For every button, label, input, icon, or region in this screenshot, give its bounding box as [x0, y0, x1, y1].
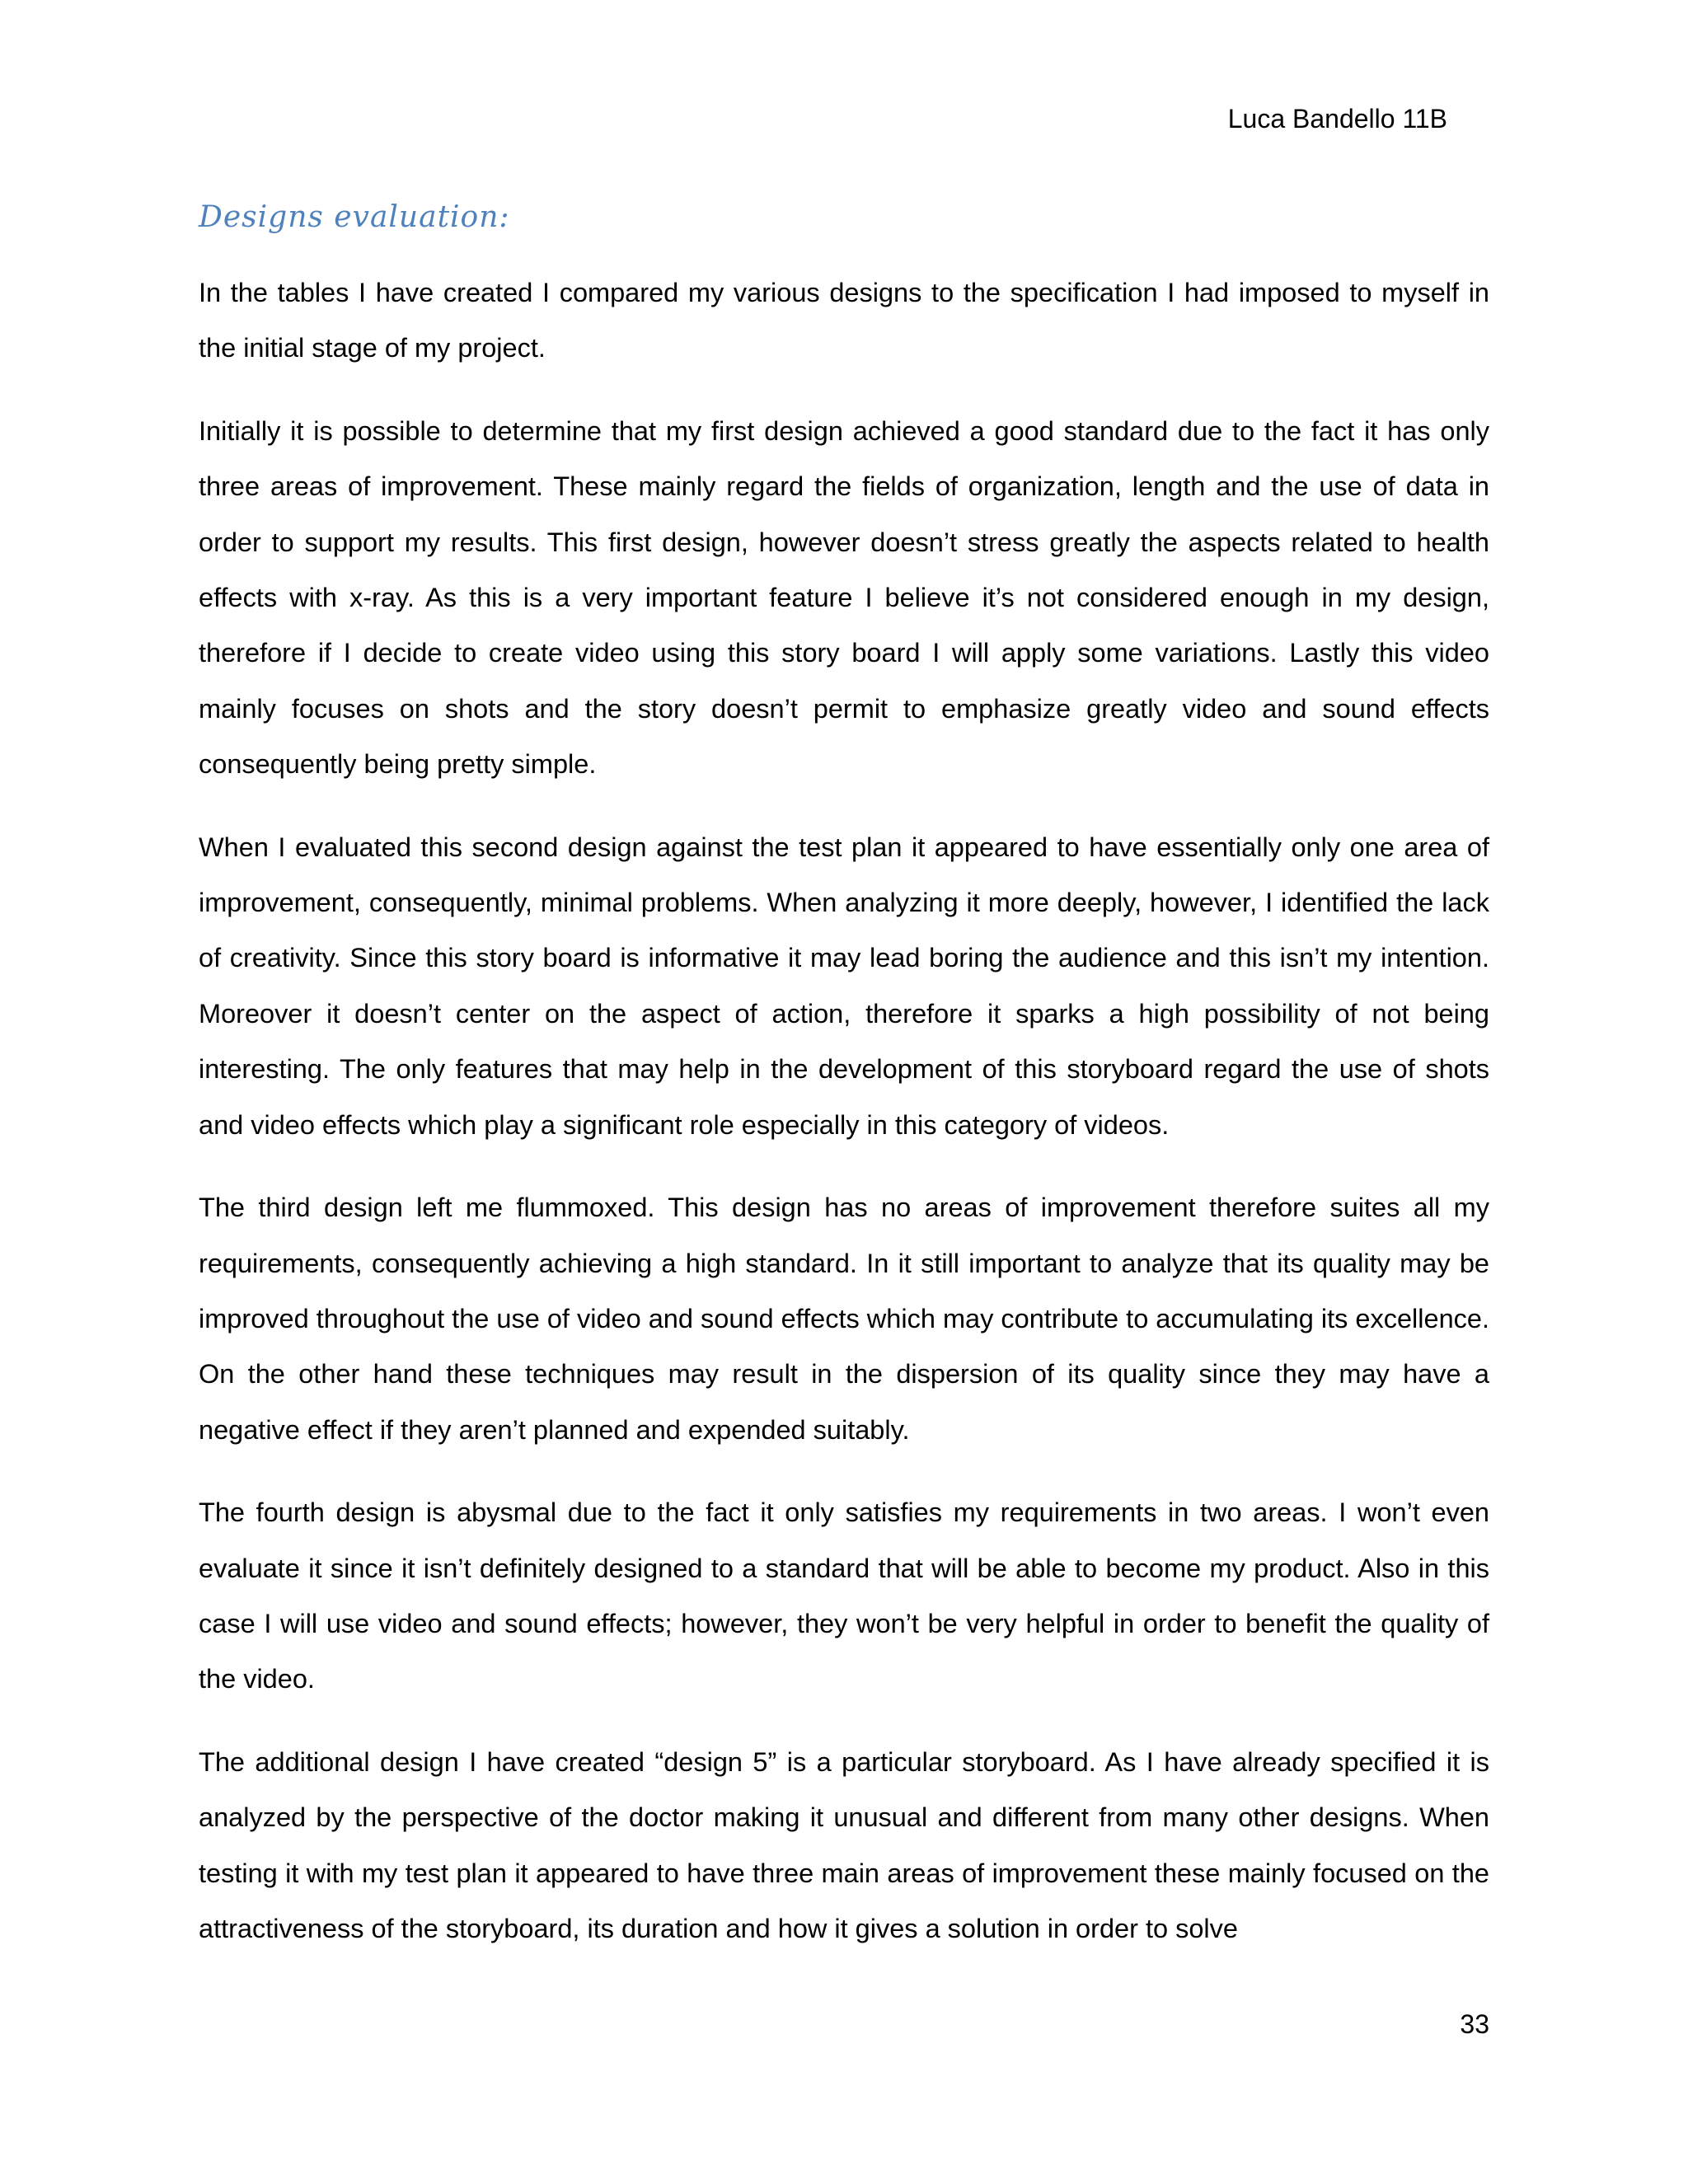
paragraph-design-4: The fourth design is abysmal due to the fact it only satisfies my requirements in two areas. I won’t even evaluate it since it isn’t definitely designed to a standard that will be able to become my product. Also in this case I will use video and sound effects; however, they won’t be very helpful in order to benefit the quality of the video.	[199, 1497, 1489, 1694]
paragraph-design-1: Initially it is possible to determine that my first design achieved a good standard due to the fact it has only three areas of improvement. These mainly regard the fields of organization, length and the use of data in order to support my results. This first design, however doesn’t stress greatly the aspects related to health effects with x-ray. As this is a very important feature I believe it’s not considered enough in my design, therefore if I decide to create video using this story board I will apply some variations. Lastly this video mainly focuses on shots and the story doesn’t permit to emphasize greatly video and sound effects consequently being pretty simple.	[199, 415, 1489, 780]
page-number: 33	[1460, 2009, 1489, 2039]
section-heading: Designs evaluation:	[199, 200, 510, 234]
running-header-author: Luca Bandello 11B	[1227, 104, 1447, 134]
paragraph-design-3: The third design left me flummoxed. This design has no areas of improvement therefore suites all my requirements, consequently achieving a high standard. In it still important to analyze that its quality may be improved throughout the use of video and sound effects which may contribute to accumulating its excellence. On the other hand these techniques may result in the dispersion of its quality since they may have a negative effect if they aren’t planned and expended suitably.	[199, 1193, 1489, 1445]
paragraph-design-2: When I evaluated this second design against the test plan it appeared to have essentially only one area of improvement, consequently, minimal problems. When analyzing it more deeply, however, I identified the lack of creativity. Since this story board is informative it may lead boring the audience and this isn’t my intention. Moreover it doesn’t center on the aspect of action, therefore it sparks a high possibility of not being interesting. The only features that may help in the development of this storyboard regard the use of shots and video effects which play a significant role especially in this category of videos.	[199, 832, 1489, 1140]
body-text	[199, 265, 1489, 1984]
paragraph-design-5: The additional design I have created “design 5” is a particular storyboard. As I have already specified it is analyzed by the perspective of the doctor making it unusual and different from many other designs. When testing it with my test plan it appeared to have three main areas of improvement these mainly focused on the attractiveness of the storyboard, its duration and how it gives a solution in order to solve	[199, 1746, 1489, 1943]
paragraph-intro: In the tables I have created I compared my various designs to the specification I had imposed to myself in the initial stage of my project.	[199, 278, 1489, 363]
